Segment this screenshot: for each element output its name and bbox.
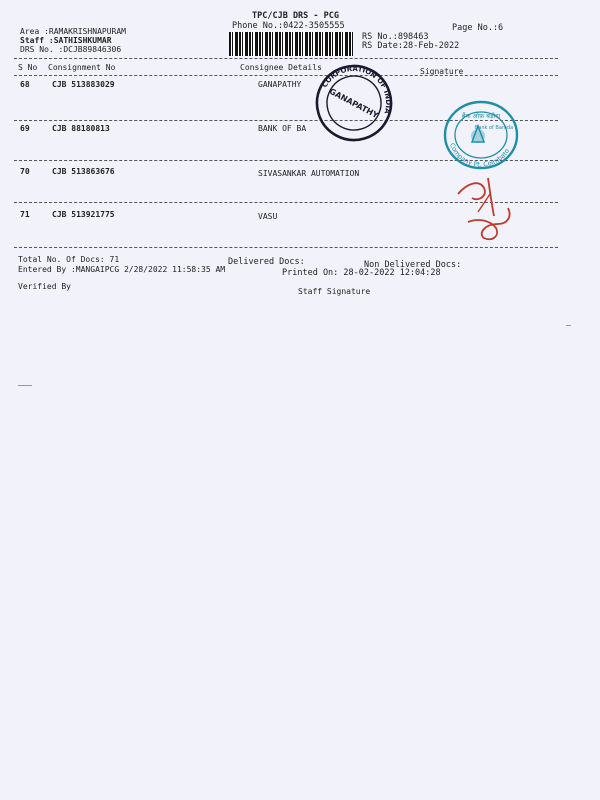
row-consignee: SIVASANKAR AUTOMATION [258,169,360,178]
row-consignee: GANAPATHY [258,80,302,89]
handwritten-signature [450,172,525,247]
scan-speck [566,325,571,326]
barcode [229,32,353,56]
non-delivered-docs: Non Delivered Docs: [364,260,462,270]
phone-number: Phone No.:0422-3505555 [232,21,345,31]
scan-speck [18,385,32,386]
stamp-ring-text: CORPORATION OF INDIA [320,64,393,115]
bank-stamp-ring-text: Company Pt. Coimbato [448,141,512,169]
total-docs: Total No. Of Docs: 71 [18,255,120,264]
column-header-signature: Signature [420,67,464,76]
verified-by: Verified By [18,282,71,291]
bank-stamp-sub-text: Bank of Baroda [474,125,514,131]
row-consignment: CJB 513863676 [52,167,115,176]
column-header-consignee: Consignee Details [240,63,322,72]
printed-on: Printed On: 28-02-2022 12:04:28 [282,268,441,278]
page-number: Page No.:6 [452,23,504,33]
row-consignment: CJB 513921775 [52,210,115,219]
row-sno: 68 [20,80,30,89]
row-sno: 70 [20,167,30,176]
drs-number: DRS No. :DCJB89846306 [20,45,122,54]
row-consignee: BANK OF BA [258,124,307,133]
staff-field: Staff :SATHISHKUMAR [20,36,112,45]
row-sno: 69 [20,124,30,133]
rs-date: RS Date:28-Feb-2022 [362,41,460,51]
area-field: Area :RAMAKRISHNAPURAM [20,27,126,36]
separator [14,75,558,76]
entered-by: Entered By :MANGAIPCG 2/28/2022 11:58:35 AM [18,265,226,274]
column-header-sno: S No [18,63,38,72]
separator [14,58,558,59]
company-stamp [313,62,395,144]
column-header-consignment: Consignment No [48,63,116,72]
row-consignment: CJB 513883029 [52,80,115,89]
staff-signature: Staff Signature [298,287,371,296]
row-consignment: CJB 88180813 [52,124,110,133]
bank-stamp [442,100,520,170]
bank-stamp-top-text: बैंक ऑफ़ बड़ौदा [461,112,501,120]
stamp-name-text: GANAPATHY [327,86,380,121]
row-consignee: VASU [258,212,278,221]
delivered-docs: Delivered Docs: [228,257,305,267]
document-title: TPC/CJB DRS - PCG [252,11,339,21]
rs-number: RS No.:898463 [362,32,429,42]
separator [14,247,558,248]
row-sno: 71 [20,210,30,219]
